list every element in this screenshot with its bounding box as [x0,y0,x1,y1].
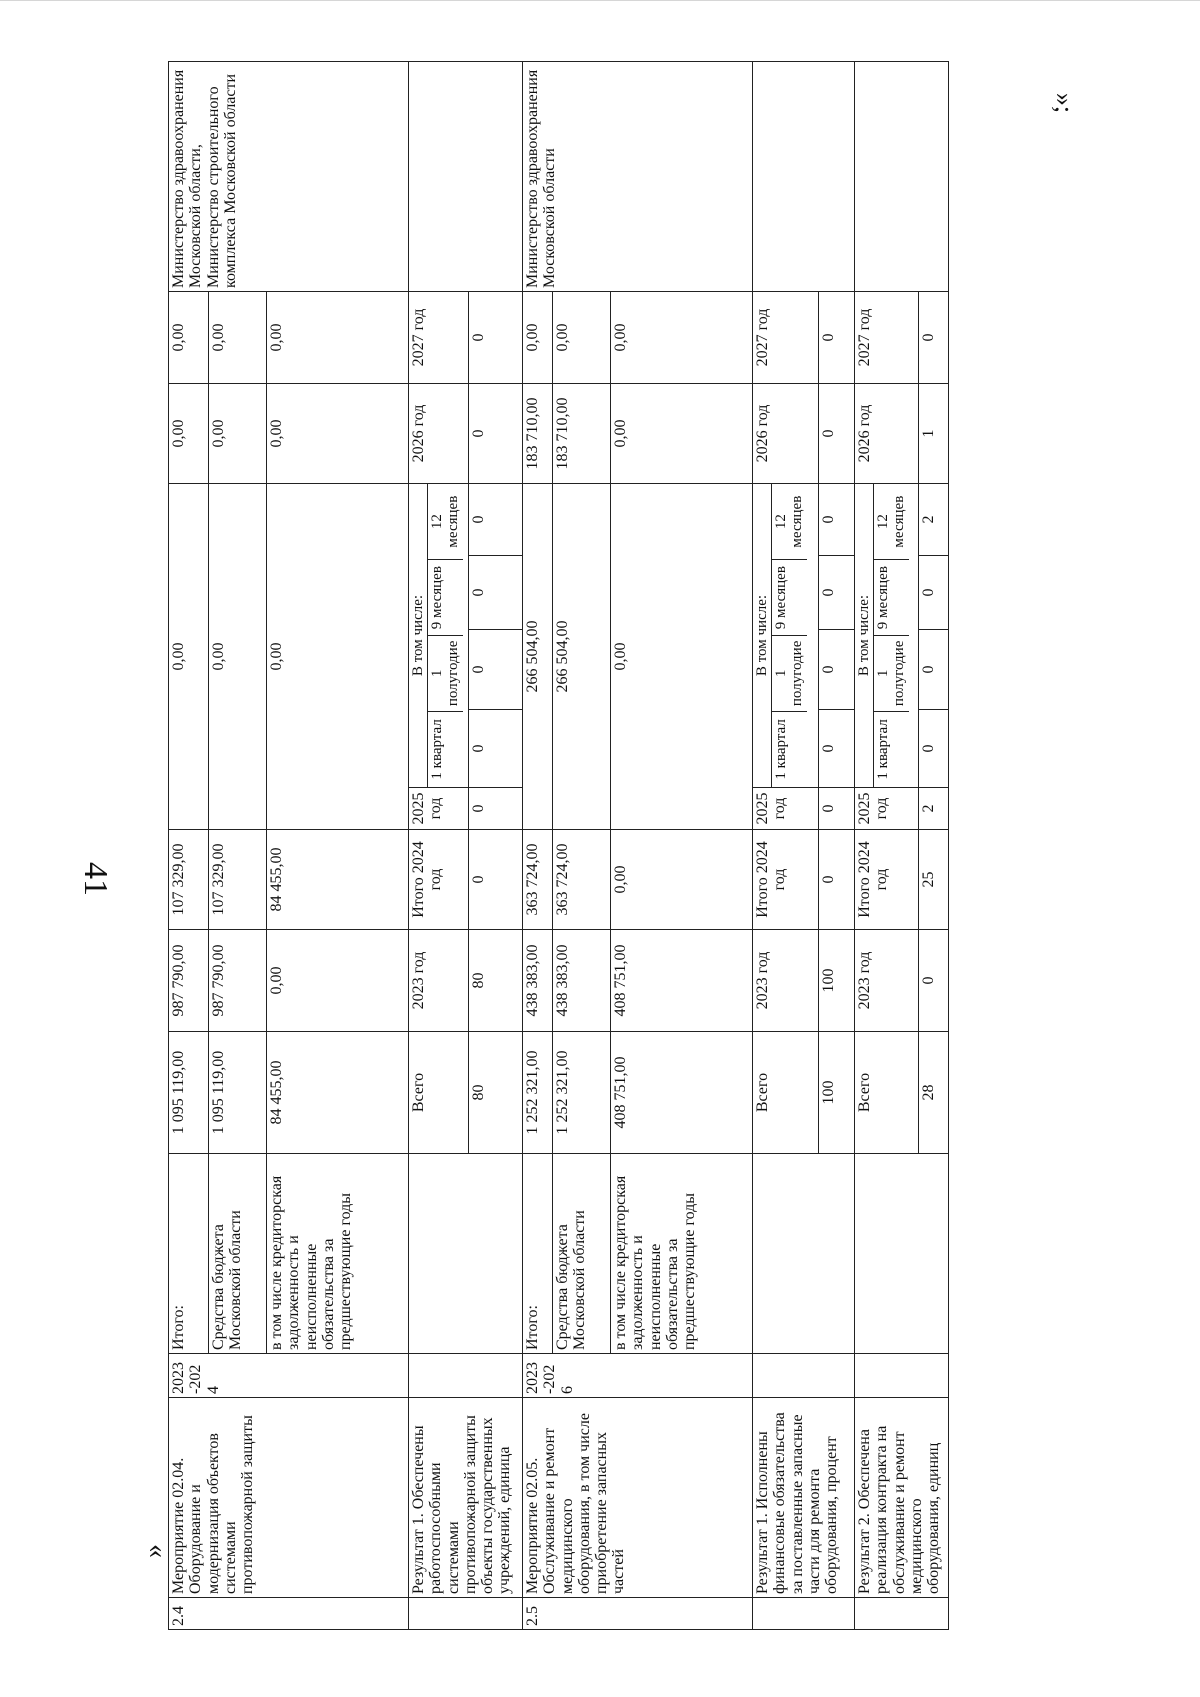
result-header-total: Всего [409,1032,469,1154]
closing-quote: »; [1050,92,1080,114]
funding-source: в том числе кредиторская задолженность и неисполненные обязательства за предшествующие годы [611,1154,753,1354]
table-row [523,62,553,1630]
result-value-h1: 0 [469,630,523,710]
table-row [855,62,919,1630]
result-value-2025: 0 [469,788,523,830]
result-header-m12: 12 месяцев [874,484,909,560]
cell-total: 1 252 321,00 [523,1032,553,1154]
result-value-m12: 2 [919,484,949,556]
cell-2026: 0,00 [169,384,209,484]
result-header-total: Всего [855,1032,919,1154]
cell-2026: 0,00 [267,384,409,484]
result-header-incl: В том числе: [855,484,874,787]
cell-2026: 183 710,00 [523,384,553,484]
result-header-2024: Итого 2024 год [855,830,919,930]
cell-total: 1 095 119,00 [209,1032,267,1154]
cell-2023: 987 790,00 [209,930,267,1032]
cell-2026: 183 710,00 [553,384,611,484]
cell-total: 1 095 119,00 [169,1032,209,1154]
result-header-2023: 2023 год [855,930,919,1032]
cell-2024: 363 724,00 [553,830,611,930]
result-header-2026: 2026 год [855,384,919,484]
cell-total: 408 751,00 [611,1032,753,1154]
result-value-2025: 2 [919,788,949,830]
executor: Министерство здравоохранения Московской области [523,62,753,292]
result-header-m12: 12 месяцев [428,484,463,560]
result-value-m9: 0 [919,556,949,630]
quarters-subtable [753,484,807,787]
opening-quote: « [142,1544,173,1558]
row-number: 2.5 [523,1598,753,1630]
funding-source: Средства бюджета Московской области [209,1154,267,1354]
result-header-2023: 2023 год [409,930,469,1032]
table-row [169,62,209,1630]
result-header-m9: 9 месяцев [874,560,909,636]
cell-2025: 266 504,00 [523,484,553,830]
result-header-h1: 1 полугодие [772,636,807,712]
result-header-2027: 2027 год [753,292,819,384]
result-value-2027: 0 [469,292,523,384]
cell-2026: 0,00 [209,384,267,484]
cell-2023: 0,00 [267,930,409,1032]
cell-2027: 0,00 [169,292,209,384]
funding-source: Средства бюджета Московской области [553,1154,611,1354]
activity-period: 2023-2026 [523,1354,753,1398]
cell-2023: 408 751,00 [611,930,753,1032]
cell-2023: 438 383,00 [523,930,553,1032]
result-header-2025: 2025 год [855,788,919,830]
result-value-2026: 0 [819,384,855,484]
result-value-q1: 0 [819,710,855,788]
result-header-incl: В том числе: [753,484,772,787]
rotated-table-wrapper [168,62,1028,1630]
cell-2027: 0,00 [553,292,611,384]
result-header-2026: 2026 год [409,384,469,484]
result-value-m9: 0 [819,556,855,630]
result-value-2026: 1 [919,384,949,484]
cell-2027: 0,00 [611,292,753,384]
cell-2025: 0,00 [169,484,209,830]
result-value-2026: 0 [469,384,523,484]
result-header-2027: 2027 год [409,292,469,384]
result-header-q1: 1 квартал [772,711,807,787]
result-header-2025: 2025 год [753,788,819,830]
result-value-h1: 0 [819,630,855,710]
result-header-m12: 12 месяцев [772,484,807,560]
table-row [409,62,469,1630]
cell-2023: 987 790,00 [169,930,209,1032]
result-header-h1: 1 полугодие [428,636,463,712]
result-value-q1: 0 [919,710,949,788]
result-header-2025: 2025 год [409,788,469,830]
cell-2025: 0,00 [209,484,267,830]
cell-2024: 107 329,00 [209,830,267,930]
result-value-2024: 0 [469,830,523,930]
result-value-2025: 0 [819,788,855,830]
result-value-h1: 0 [919,630,949,710]
quarters-subtable [409,484,463,787]
result-value-m12: 0 [469,484,523,556]
result-value-2024: 25 [919,830,949,930]
page-number: 41 [77,862,114,896]
funding-source: Итого: [169,1154,209,1354]
cell-2027: 0,00 [523,292,553,384]
result-header-q1: 1 квартал [428,711,463,787]
cell-total: 84 455,00 [267,1032,409,1154]
result-header-total: Всего [753,1032,819,1154]
result-value-2023: 0 [919,930,949,1032]
scan-edge-top [0,0,1200,1]
result-value-m9: 0 [469,556,523,630]
activity-period: 2023-2024 [169,1354,409,1398]
result-value-2024: 0 [819,830,855,930]
funding-source: в том числе кредиторская задолженность и неисполненные обязательства за предшествующие годы [267,1154,409,1354]
result-header-h1: 1 полугодие [874,636,909,712]
cell-2027: 0,00 [209,292,267,384]
table-row [753,62,819,1630]
result-header-2027: 2027 год [855,292,919,384]
cell-2025: 0,00 [611,484,753,830]
cell-2024: 0,00 [611,830,753,930]
result-value-q1: 0 [469,710,523,788]
row-number: 2.4 [169,1598,409,1630]
quarters-subtable [855,484,909,787]
result-header-2024: Итого 2024 год [753,830,819,930]
result-value-m12: 0 [819,484,855,556]
result-value-total: 28 [919,1032,949,1154]
result-header-2026: 2026 год [753,384,819,484]
result-header-q1: 1 квартал [874,711,909,787]
result-title: Результат 1. Исполнены финансовые обязательства за поставленные запасные части для ремонта оборудования, процент [753,1398,855,1598]
result-value-2023: 80 [469,930,523,1032]
cell-2024: 84 455,00 [267,830,409,930]
cell-total: 1 252 321,00 [553,1032,611,1154]
result-title: Результат 2. Обеспечена реализация контракта на обслуживание и ремонт медицинского оборудования, единиц [855,1398,949,1598]
result-header-m9: 9 месяцев [428,560,463,636]
funding-source: Итого: [523,1154,553,1354]
cell-2024: 107 329,00 [169,830,209,930]
result-value-2027: 0 [819,292,855,384]
result-value-total: 100 [819,1032,855,1154]
cell-2023: 438 383,00 [553,930,611,1032]
cell-2024: 363 724,00 [523,830,553,930]
result-header-m9: 9 месяцев [772,560,807,636]
budget-table [168,61,949,1630]
result-title: Результат 1. Обеспечены работоспособными системами противопожарной защиты объекты государственных учреждений, единица [409,1398,523,1598]
cell-2027: 0,00 [267,292,409,384]
cell-2025: 266 504,00 [553,484,611,830]
result-value-2027: 0 [919,292,949,384]
executor: Министерство здравоохранения Московской области, Министерство строительного комплекса Московской области [169,62,409,292]
result-header-incl: В том числе: [409,484,428,787]
activity-name: Мероприятие 02.04. Оборудование и модернизация объектов системами противопожарной защиты [169,1398,409,1598]
result-header-2024: Итого 2024 год [409,830,469,930]
result-value-2023: 100 [819,930,855,1032]
activity-name: Мероприятие 02.05. Обслуживание и ремонт медицинского оборудования, в том числе приобретение запасных частей [523,1398,753,1598]
result-header-2023: 2023 год [753,930,819,1032]
cell-2025: 0,00 [267,484,409,830]
result-value-total: 80 [469,1032,523,1154]
cell-2026: 0,00 [611,384,753,484]
